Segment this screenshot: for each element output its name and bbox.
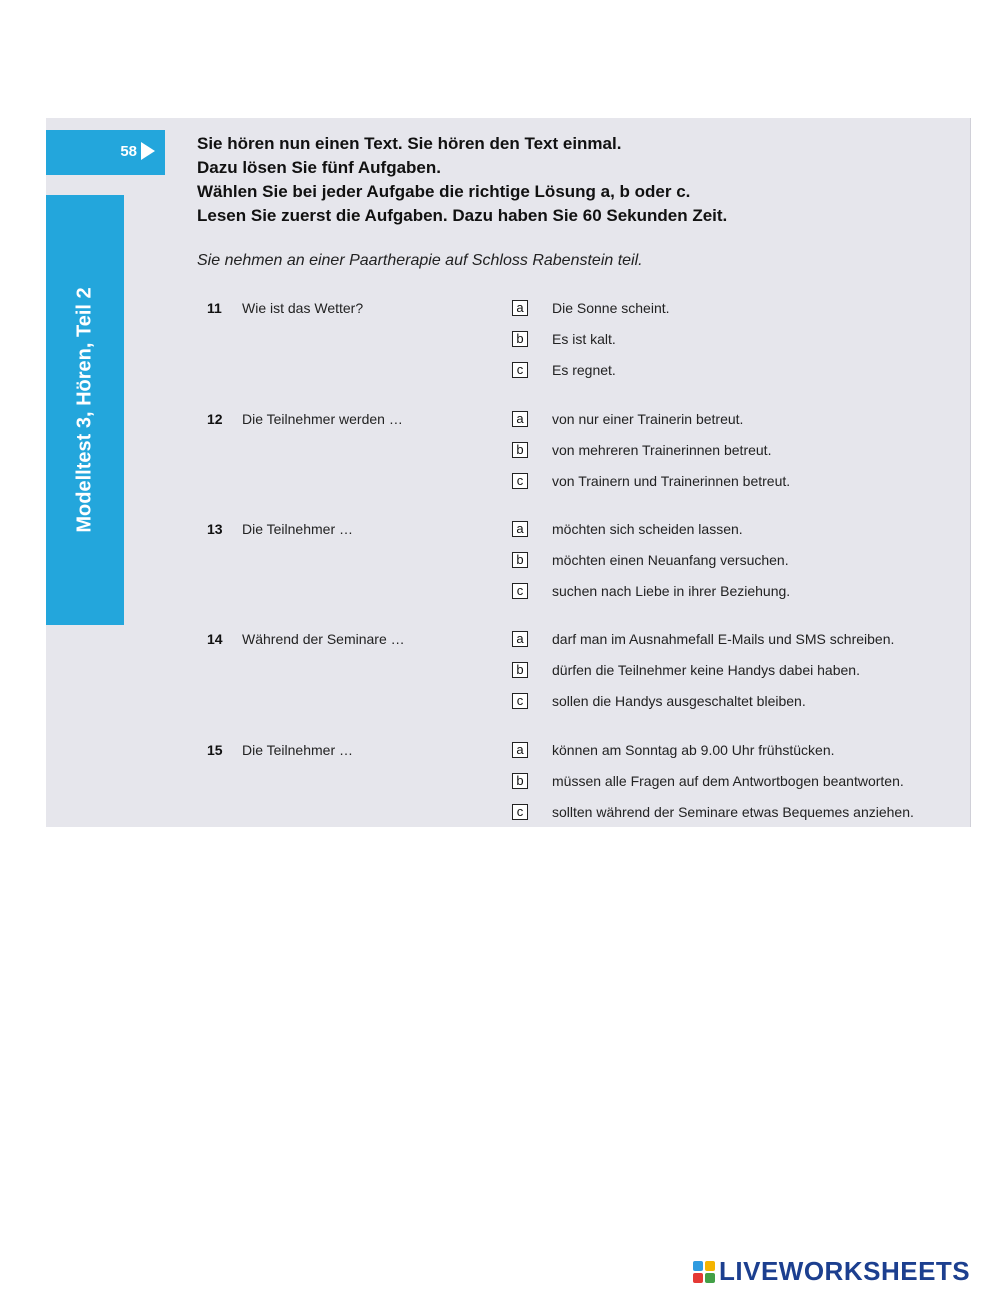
option-letter-box[interactable]: c	[512, 473, 528, 489]
task-question: Die Teilnehmer …	[242, 742, 354, 758]
option-c[interactable]	[512, 580, 790, 602]
option-letter-box[interactable]: b	[512, 442, 528, 458]
option-letter-box[interactable]: c	[512, 693, 528, 709]
task-12	[207, 411, 947, 501]
instruction-line: Sie hören nun einen Text. Sie hören den Text einmal.	[197, 134, 622, 153]
option-c[interactable]	[512, 690, 806, 712]
task-question: Wie ist das Wetter?	[242, 300, 364, 316]
instructions	[197, 132, 897, 228]
section-title: Modelltest 3, Hören, Teil 2	[73, 287, 96, 533]
option-text: Es regnet.	[552, 362, 616, 378]
task-number: 14	[207, 631, 223, 647]
option-letter-box[interactable]: b	[512, 552, 528, 568]
brand-name: LIVEWORKSHEETS	[719, 1256, 971, 1286]
option-text: müssen alle Fragen auf dem Antwortbogen beantworten.	[552, 773, 904, 789]
task-question: Die Teilnehmer werden …	[242, 411, 403, 427]
option-letter-box[interactable]: c	[512, 804, 528, 820]
task-question: Während der Seminare …	[242, 631, 405, 647]
option-letter-box[interactable]: b	[512, 773, 528, 789]
logo-square	[705, 1261, 715, 1271]
option-letter-box[interactable]: c	[512, 583, 528, 599]
option-letter-box[interactable]: a	[512, 631, 528, 647]
task-11	[207, 300, 947, 390]
option-text: suchen nach Liebe in ihrer Beziehung.	[552, 583, 791, 599]
option-letter-box[interactable]: b	[512, 331, 528, 347]
logo-square	[705, 1273, 715, 1283]
option-letter-box[interactable]: b	[512, 662, 528, 678]
option-letter-box[interactable]: a	[512, 521, 528, 537]
option-text: dürfen die Teilnehmer keine Handys dabei haben.	[552, 662, 860, 678]
option-text: möchten einen Neuanfang versuchen.	[552, 552, 789, 568]
option-letter-box[interactable]: a	[512, 411, 528, 427]
logo-square	[693, 1261, 703, 1271]
task-question: Die Teilnehmer …	[242, 521, 354, 537]
option-b[interactable]	[512, 659, 860, 681]
option-text: sollen die Handys ausgeschaltet bleiben.	[552, 693, 806, 709]
instruction-line: Dazu lösen Sie fünf Aufgaben.	[197, 158, 441, 177]
task-number: 11	[207, 300, 222, 316]
task-14	[207, 631, 947, 721]
liveworksheets-logo-icon	[693, 1261, 715, 1283]
task-15	[207, 742, 947, 832]
option-b[interactable]	[512, 770, 904, 792]
option-letter-box[interactable]: c	[512, 362, 528, 378]
option-text: von nur einer Trainerin betreut.	[552, 411, 744, 427]
task-13	[207, 521, 947, 611]
option-a[interactable]	[512, 739, 835, 761]
option-a[interactable]	[512, 518, 743, 540]
option-text: von mehreren Trainerinnen betreut.	[552, 442, 772, 458]
instruction-line: Lesen Sie zuerst die Aufgaben. Dazu haben Sie 60 Sekunden Zeit.	[197, 206, 728, 225]
task-number: 12	[207, 411, 223, 427]
instruction-line: Wählen Sie bei jeder Aufgabe die richtige Lösung a, b oder c.	[197, 182, 691, 201]
task-number: 13	[207, 521, 223, 537]
audio-track-tab	[46, 130, 165, 175]
option-c[interactable]	[512, 359, 616, 381]
option-c[interactable]	[512, 801, 914, 823]
option-text: Es ist kalt.	[552, 331, 616, 347]
option-text: darf man im Ausnahmefall E-Mails und SMS schreiben.	[552, 631, 895, 647]
option-a[interactable]	[512, 297, 670, 319]
section-sidebar	[46, 195, 124, 625]
option-b[interactable]	[512, 549, 789, 571]
option-text: sollten während der Seminare etwas Bequemes anziehen.	[552, 804, 914, 820]
option-text: von Trainern und Trainerinnen betreut.	[552, 473, 791, 489]
option-b[interactable]	[512, 439, 771, 461]
task-number: 15	[207, 742, 223, 758]
option-text: möchten sich scheiden lassen.	[552, 521, 743, 537]
play-triangle-icon	[141, 142, 155, 160]
option-letter-box[interactable]: a	[512, 300, 528, 316]
logo-square	[693, 1273, 703, 1283]
track-number	[120, 142, 155, 160]
option-text: können am Sonntag ab 9.00 Uhr frühstücken.	[552, 742, 835, 758]
track-number-label: 58	[120, 142, 137, 160]
option-text: Die Sonne scheint.	[552, 300, 670, 316]
option-a[interactable]	[512, 628, 894, 650]
option-b[interactable]	[512, 328, 616, 350]
option-a[interactable]	[512, 408, 743, 430]
scenario-text: Sie nehmen an einer Paartherapie auf Schloss Rabenstein teil.	[197, 252, 643, 269]
worksheet-scan	[46, 118, 971, 827]
option-c[interactable]	[512, 470, 790, 492]
liveworksheets-brand[interactable]	[693, 1256, 970, 1287]
option-letter-box[interactable]: a	[512, 742, 528, 758]
